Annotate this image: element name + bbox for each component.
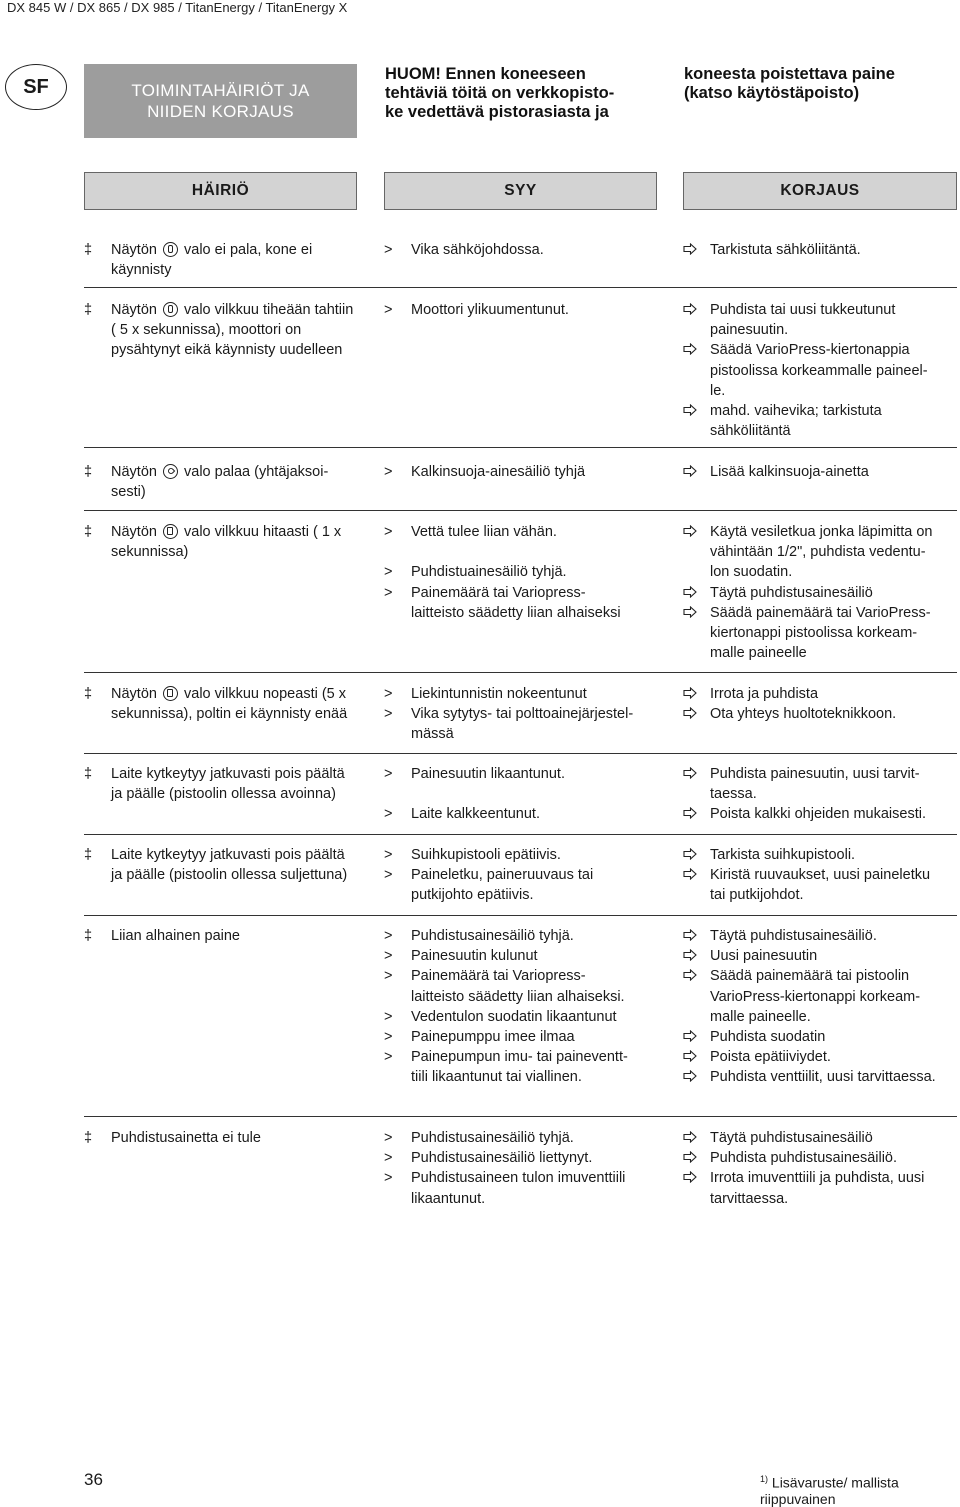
remedy-line: Säädä painemäärä tai pistoolin bbox=[710, 968, 910, 985]
fault-text bbox=[111, 522, 354, 562]
remedy-marker bbox=[683, 462, 703, 482]
cause-item bbox=[384, 804, 659, 824]
cause-line: Paineletku, paineruuvaus tai bbox=[411, 867, 594, 884]
fault-line: on pysähtynyt eikä käynnisty bbox=[111, 322, 302, 359]
remedy-marker bbox=[683, 1128, 703, 1148]
cause-cell bbox=[384, 926, 659, 1088]
remedy-line: sähköliitäntä bbox=[710, 423, 791, 440]
fault-cell bbox=[84, 1128, 354, 1148]
hollow-arrow-icon bbox=[683, 1050, 697, 1062]
cause-line: Vedentulon suodatin likaantunut bbox=[411, 1008, 617, 1025]
cause-item bbox=[384, 240, 659, 260]
remedy-line: Puhdista tai uusi tukkeutunut bbox=[710, 302, 896, 318]
fault-marker: ‡ bbox=[84, 686, 93, 702]
row-divider bbox=[84, 447, 957, 448]
running-header: DX 845 W / DX 865 / DX 985 / TitanEnergy / TitanEnergy X bbox=[7, 0, 348, 15]
fault-line: Näytön bbox=[111, 524, 157, 540]
fault-marker: ‡ bbox=[84, 524, 93, 540]
cause-marker: > bbox=[384, 806, 393, 823]
fault-cell bbox=[84, 764, 354, 804]
fault-line: valo vilkkuu nopeasti (5 bbox=[184, 686, 335, 702]
remedy-line: vähintään 1/2", puhdista vedentu- bbox=[710, 544, 926, 561]
hollow-arrow-icon bbox=[683, 707, 697, 719]
remedy-item bbox=[683, 865, 959, 905]
fault-marker: ‡ bbox=[84, 847, 93, 863]
cause-line: laitteisto säädetty liian alhaiseksi. bbox=[411, 988, 625, 1005]
remedy-marker bbox=[683, 966, 703, 986]
remedy-line: tarvittaessa. bbox=[710, 1190, 789, 1207]
fault-marker: ‡ bbox=[84, 464, 93, 480]
remedy-marker bbox=[683, 845, 703, 865]
hollow-arrow-icon bbox=[683, 848, 697, 860]
hollow-arrow-icon bbox=[683, 1030, 697, 1042]
fault-text bbox=[111, 926, 354, 946]
cause-item bbox=[384, 300, 659, 320]
cause-line: Laite kalkkeentunut. bbox=[411, 806, 540, 823]
remedy-cell bbox=[683, 300, 959, 441]
fault-cell bbox=[84, 522, 354, 562]
remedy-item bbox=[683, 764, 959, 804]
remedy-marker bbox=[683, 1067, 703, 1087]
remedy-marker bbox=[683, 1027, 703, 1047]
remedy-line: tai putkijohdot. bbox=[710, 887, 804, 904]
remedy-line: Irrota ja puhdista bbox=[710, 686, 819, 702]
remedy-line: Poista kalkki ohjeiden mukaisesti. bbox=[710, 806, 926, 823]
hollow-arrow-icon bbox=[683, 303, 697, 315]
section-title-line2: NIIDEN KORJAUS bbox=[147, 102, 294, 121]
cause-marker: > bbox=[384, 302, 393, 318]
column-header-fault: HÄIRIÖ bbox=[84, 172, 357, 210]
indicator-lamp-icon bbox=[163, 686, 178, 701]
fault-line: Näytön bbox=[111, 242, 157, 258]
cause-item bbox=[384, 926, 659, 946]
fault-marker: ‡ bbox=[84, 242, 93, 258]
remedy-marker bbox=[683, 865, 703, 885]
fault-marker: ‡ bbox=[84, 928, 93, 944]
cause-line: Puhdistusainesäiliö liettynyt. bbox=[411, 1150, 593, 1167]
fault-line: Näytön bbox=[111, 464, 157, 480]
cause-marker: > bbox=[384, 948, 393, 965]
cause-line: Painepumppu imee ilmaa bbox=[411, 1029, 575, 1046]
remedy-item bbox=[683, 1148, 959, 1168]
cause-marker: > bbox=[384, 968, 393, 985]
remedy-marker bbox=[683, 401, 703, 421]
hollow-arrow-icon bbox=[683, 1151, 697, 1163]
hollow-arrow-icon bbox=[683, 949, 697, 961]
hollow-arrow-icon bbox=[683, 1070, 697, 1082]
fault-line: avoinna) bbox=[280, 786, 336, 803]
hollow-arrow-icon bbox=[683, 1171, 697, 1183]
remedy-line: Puhdista venttiilit, uusi tarvittaessa. bbox=[710, 1069, 936, 1086]
remedy-line: kiertonappi pistoolissa korkeam- bbox=[710, 625, 918, 642]
hollow-arrow-icon bbox=[683, 465, 697, 477]
fault-text bbox=[111, 1128, 354, 1148]
remedy-item bbox=[683, 966, 959, 1027]
row-divider bbox=[84, 834, 957, 835]
cause-marker: > bbox=[384, 584, 393, 601]
fault-line: Näytön bbox=[111, 302, 157, 318]
fault-line: x sekunnissa), poltin ei käynnisty bbox=[111, 686, 347, 723]
footnote bbox=[760, 1474, 960, 1507]
cause-marker: > bbox=[384, 464, 393, 480]
fault-cell bbox=[84, 300, 354, 361]
hollow-arrow-icon bbox=[683, 687, 697, 699]
row-divider bbox=[84, 1116, 957, 1117]
hollow-arrow-icon bbox=[683, 1131, 697, 1143]
cause-line: Vika sytytys- tai polttoainejärjestel- bbox=[411, 706, 634, 723]
hollow-arrow-icon bbox=[683, 929, 697, 941]
cause-marker: > bbox=[384, 686, 393, 702]
remedy-line: Kiristä ruuvaukset, uusi paineletku bbox=[710, 867, 931, 884]
remedy-item bbox=[683, 926, 959, 946]
cause-line: Painesuutin kulunut bbox=[411, 948, 538, 965]
remedy-item bbox=[683, 1168, 959, 1208]
fault-line: päältä ja päälle (pistoolin ollessa bbox=[111, 847, 345, 884]
cause-line: Painepumpun imu- tai paineventt- bbox=[411, 1049, 628, 1066]
warning-text-col1: HUOM! Ennen koneeseen tehtäviä töitä on verkkopisto- ke vedettävä pistorasiasta ja bbox=[385, 65, 615, 121]
language-badge: SF bbox=[5, 64, 67, 110]
fault-line: valo vilkkuu tiheään bbox=[184, 302, 311, 318]
remedy-item bbox=[683, 300, 959, 340]
cause-marker: > bbox=[384, 564, 393, 581]
cause-line: Puhdistuainesäiliö tyhjä. bbox=[411, 564, 567, 581]
remedy-line: lon suodatin. bbox=[710, 564, 793, 581]
cause-line: Painemäärä tai Variopress- bbox=[411, 968, 586, 985]
cause-marker: > bbox=[384, 524, 393, 540]
remedy-item bbox=[683, 1128, 959, 1148]
row-divider bbox=[84, 287, 957, 288]
fault-line: päältä ja päälle (pistoolin ollessa bbox=[111, 766, 345, 803]
remedy-cell bbox=[683, 522, 959, 663]
cause-item bbox=[384, 522, 659, 542]
indicator-lamp-icon bbox=[163, 302, 178, 317]
cause-marker: > bbox=[384, 1150, 393, 1167]
cause-item bbox=[384, 1027, 659, 1047]
cause-line: Moottori ylikuumentunut. bbox=[411, 302, 569, 318]
cause-spacer bbox=[384, 542, 659, 562]
remedy-item bbox=[683, 522, 959, 583]
cause-item bbox=[384, 845, 659, 865]
column-header-remedy: KORJAUS bbox=[683, 172, 957, 210]
fault-cell bbox=[84, 926, 354, 946]
cause-marker: > bbox=[384, 242, 393, 258]
cause-item bbox=[384, 966, 659, 1006]
fault-line: sesti) bbox=[111, 484, 146, 501]
page-number: 36 bbox=[84, 1470, 103, 1489]
remedy-line: Irrota imuventtiili ja puhdista, uusi bbox=[710, 1170, 925, 1187]
row-divider bbox=[84, 672, 957, 673]
remedy-line: Puhdista painesuutin, uusi tarvit- bbox=[710, 766, 920, 782]
hollow-arrow-icon bbox=[683, 807, 697, 819]
hollow-arrow-icon bbox=[683, 767, 697, 779]
section-title bbox=[84, 64, 357, 138]
remedy-line: Tarkistuta sähköliitäntä. bbox=[710, 242, 861, 258]
cause-item bbox=[384, 1148, 659, 1168]
warning-text-col2: koneesta poistettava paine (katso käytöstäpoisto) bbox=[684, 65, 895, 102]
remedy-line: mahd. vaihevika; tarkistuta bbox=[710, 403, 882, 420]
cause-item bbox=[384, 684, 659, 704]
remedy-line: Uusi painesuutin bbox=[710, 948, 818, 965]
remedy-line: Ota yhteys huoltoteknikkoon. bbox=[710, 706, 897, 723]
fault-line: käynnisty bbox=[111, 262, 172, 279]
fault-text bbox=[111, 684, 354, 724]
remedy-line: painesuutin. bbox=[710, 322, 789, 339]
remedy-item bbox=[683, 1027, 959, 1047]
fault-cell bbox=[84, 240, 354, 280]
remedy-marker bbox=[683, 603, 703, 623]
fault-text bbox=[111, 462, 354, 502]
remedy-line: VarioPress-kiertonappi korkeam- bbox=[710, 988, 921, 1005]
fault-line: sekunnissa) bbox=[111, 544, 189, 561]
remedy-marker bbox=[683, 1047, 703, 1067]
cause-marker: > bbox=[384, 1130, 393, 1146]
indicator-lamp-icon bbox=[163, 464, 178, 479]
remedy-cell bbox=[683, 764, 959, 825]
remedy-line: Lisää kalkinsuoja-ainetta bbox=[710, 464, 869, 480]
cause-marker: > bbox=[384, 766, 393, 782]
remedy-line: Säädä painemäärä tai VarioPress- bbox=[710, 604, 931, 621]
remedy-item bbox=[683, 946, 959, 966]
cause-cell bbox=[384, 522, 659, 623]
fault-line: valo vilkkuu hitaasti ( 1 x bbox=[184, 524, 342, 540]
remedy-marker bbox=[683, 946, 703, 966]
remedy-line: Poista epätiiviydet. bbox=[710, 1049, 831, 1066]
remedy-item bbox=[683, 340, 959, 401]
column-header-cause: SYY bbox=[384, 172, 657, 210]
fault-line: Laite kytkeytyy jatkuvasti pois bbox=[111, 766, 302, 782]
fault-line: uudelleen bbox=[279, 342, 343, 359]
cause-marker: > bbox=[384, 1049, 393, 1066]
cause-cell bbox=[384, 240, 659, 260]
hollow-arrow-icon bbox=[683, 606, 697, 618]
cause-marker: > bbox=[384, 1008, 393, 1025]
remedy-item bbox=[683, 845, 959, 865]
cause-marker: > bbox=[384, 706, 393, 723]
cause-item bbox=[384, 562, 659, 582]
cause-line: likaantunut. bbox=[411, 1190, 486, 1207]
fault-cell bbox=[84, 462, 354, 502]
remedy-marker bbox=[683, 926, 703, 946]
remedy-item bbox=[683, 1047, 959, 1067]
hollow-arrow-icon bbox=[683, 868, 697, 880]
fault-line: suljettuna) bbox=[280, 867, 348, 884]
remedy-line: Tarkista suihkupistooli. bbox=[710, 847, 856, 863]
hollow-arrow-icon bbox=[683, 969, 697, 981]
fault-marker: ‡ bbox=[84, 766, 93, 782]
cause-line: Liekintunnistin nokeentunut bbox=[411, 686, 587, 702]
cause-line: mässä bbox=[411, 726, 454, 743]
fault-line: tahtiin ( 5 x sekunnissa), moottori bbox=[111, 302, 354, 339]
remedy-marker bbox=[683, 240, 703, 260]
hollow-arrow-icon bbox=[683, 525, 697, 537]
fault-text bbox=[111, 764, 354, 804]
remedy-line: Täytä puhdistusainesäiliö. bbox=[710, 928, 877, 944]
footnote-text: Lisävaruste/ mallista riippuvainen bbox=[760, 1474, 899, 1507]
cause-line: Puhdistusainesäiliö tyhjä. bbox=[411, 1130, 574, 1146]
remedy-marker bbox=[683, 804, 703, 824]
cause-line: Vettä tulee liian vähän. bbox=[411, 524, 557, 540]
fault-cell bbox=[84, 845, 354, 885]
cause-item bbox=[384, 865, 659, 905]
footnote-marker: 1) bbox=[760, 1474, 769, 1484]
cause-marker: > bbox=[384, 847, 393, 863]
remedy-line: Puhdista puhdistusainesäiliö. bbox=[710, 1150, 898, 1167]
indicator-lamp-icon bbox=[163, 242, 178, 257]
fault-line: valo palaa (yhtäjaksoi- bbox=[184, 464, 329, 480]
cause-item bbox=[384, 1047, 659, 1087]
hollow-arrow-icon bbox=[683, 243, 697, 255]
cause-item bbox=[384, 764, 659, 784]
remedy-line: Säädä VarioPress-kiertonappia bbox=[710, 342, 910, 359]
cause-item bbox=[384, 462, 659, 482]
cause-cell bbox=[384, 1128, 659, 1209]
cause-line: Painemäärä tai Variopress- bbox=[411, 584, 586, 601]
remedy-cell bbox=[683, 462, 959, 482]
cause-marker: > bbox=[384, 1029, 393, 1046]
fault-cell bbox=[84, 684, 354, 724]
cause-line: Puhdistusainesäiliö tyhjä. bbox=[411, 928, 574, 944]
cause-item bbox=[384, 946, 659, 966]
remedy-cell bbox=[683, 1128, 959, 1209]
fault-marker: ‡ bbox=[84, 302, 93, 318]
remedy-cell bbox=[683, 240, 959, 260]
fault-line: valo ei pala, kone ei bbox=[184, 242, 313, 258]
remedy-marker bbox=[683, 300, 703, 320]
remedy-item bbox=[683, 603, 959, 664]
remedy-line: le. bbox=[710, 382, 726, 399]
remedy-marker bbox=[683, 522, 703, 542]
remedy-line: Täytä puhdistusainesäiliö bbox=[710, 584, 873, 601]
fault-line: Näytön bbox=[111, 686, 157, 702]
remedy-line: pistoolissa korkeammalle paineel- bbox=[710, 362, 928, 379]
cause-marker: > bbox=[384, 1170, 393, 1187]
remedy-marker bbox=[683, 684, 703, 704]
hollow-arrow-icon bbox=[683, 404, 697, 416]
remedy-cell bbox=[683, 926, 959, 1088]
remedy-item bbox=[683, 804, 959, 824]
remedy-marker bbox=[683, 764, 703, 784]
cause-cell bbox=[384, 845, 659, 906]
remedy-line: malle paineelle. bbox=[710, 1008, 811, 1025]
fault-line: Liian alhainen paine bbox=[111, 928, 240, 944]
remedy-item bbox=[683, 1067, 959, 1087]
section-title-line1: TOIMINTAHÄIRIÖT JA bbox=[131, 81, 310, 100]
cause-line: Puhdistusaineen tulon imuventtiili bbox=[411, 1170, 626, 1187]
cause-spacer bbox=[384, 784, 659, 804]
cause-line: laitteisto säädetty liian alhaiseksi bbox=[411, 604, 621, 621]
fault-text bbox=[111, 240, 354, 280]
remedy-marker bbox=[683, 340, 703, 360]
cause-line: tiili likaantunut tai viallinen. bbox=[411, 1069, 582, 1086]
cause-line: Suihkupistooli epätiivis. bbox=[411, 847, 561, 863]
fault-text bbox=[111, 300, 354, 361]
remedy-line: malle paineelle bbox=[710, 645, 807, 662]
fault-line: Puhdistusainetta ei tule bbox=[111, 1130, 261, 1146]
cause-item bbox=[384, 1168, 659, 1208]
cause-cell bbox=[384, 684, 659, 745]
cause-item bbox=[384, 1007, 659, 1027]
remedy-marker bbox=[683, 1148, 703, 1168]
remedy-line: taessa. bbox=[710, 786, 757, 803]
fault-line: enää bbox=[314, 706, 348, 723]
indicator-lamp-icon bbox=[163, 524, 178, 539]
hollow-arrow-icon bbox=[683, 586, 697, 598]
cause-marker: > bbox=[384, 928, 393, 944]
cause-cell bbox=[384, 300, 659, 320]
remedy-item bbox=[683, 462, 959, 482]
remedy-item bbox=[683, 240, 959, 260]
row-divider bbox=[84, 510, 957, 511]
cause-line: Kalkinsuoja-ainesäiliö tyhjä bbox=[411, 464, 586, 480]
fault-text bbox=[111, 845, 354, 885]
remedy-item bbox=[683, 401, 959, 441]
fault-line: Laite kytkeytyy jatkuvasti pois bbox=[111, 847, 302, 863]
remedy-item bbox=[683, 684, 959, 704]
remedy-cell bbox=[683, 684, 959, 724]
remedy-line: Täytä puhdistusainesäiliö bbox=[710, 1130, 873, 1146]
remedy-line: Puhdista suodatin bbox=[710, 1029, 826, 1046]
fault-marker: ‡ bbox=[84, 1130, 93, 1146]
remedy-cell bbox=[683, 845, 959, 906]
row-divider bbox=[84, 753, 957, 754]
cause-line: Painesuutin likaantunut. bbox=[411, 766, 565, 782]
cause-marker: > bbox=[384, 867, 393, 884]
remedy-marker bbox=[683, 583, 703, 603]
cause-item bbox=[384, 704, 659, 744]
remedy-item bbox=[683, 583, 959, 603]
cause-line: Vika sähköjohdossa. bbox=[411, 242, 544, 258]
cause-line: putkijohto epätiivis. bbox=[411, 887, 534, 904]
cause-cell bbox=[384, 764, 659, 825]
remedy-line: Käytä vesiletkua jonka läpimitta on bbox=[710, 524, 933, 540]
remedy-item bbox=[683, 704, 959, 724]
cause-cell bbox=[384, 462, 659, 482]
cause-item bbox=[384, 583, 659, 623]
remedy-marker bbox=[683, 1168, 703, 1188]
row-divider bbox=[84, 915, 957, 916]
hollow-arrow-icon bbox=[683, 343, 697, 355]
remedy-marker bbox=[683, 704, 703, 724]
cause-item bbox=[384, 1128, 659, 1148]
